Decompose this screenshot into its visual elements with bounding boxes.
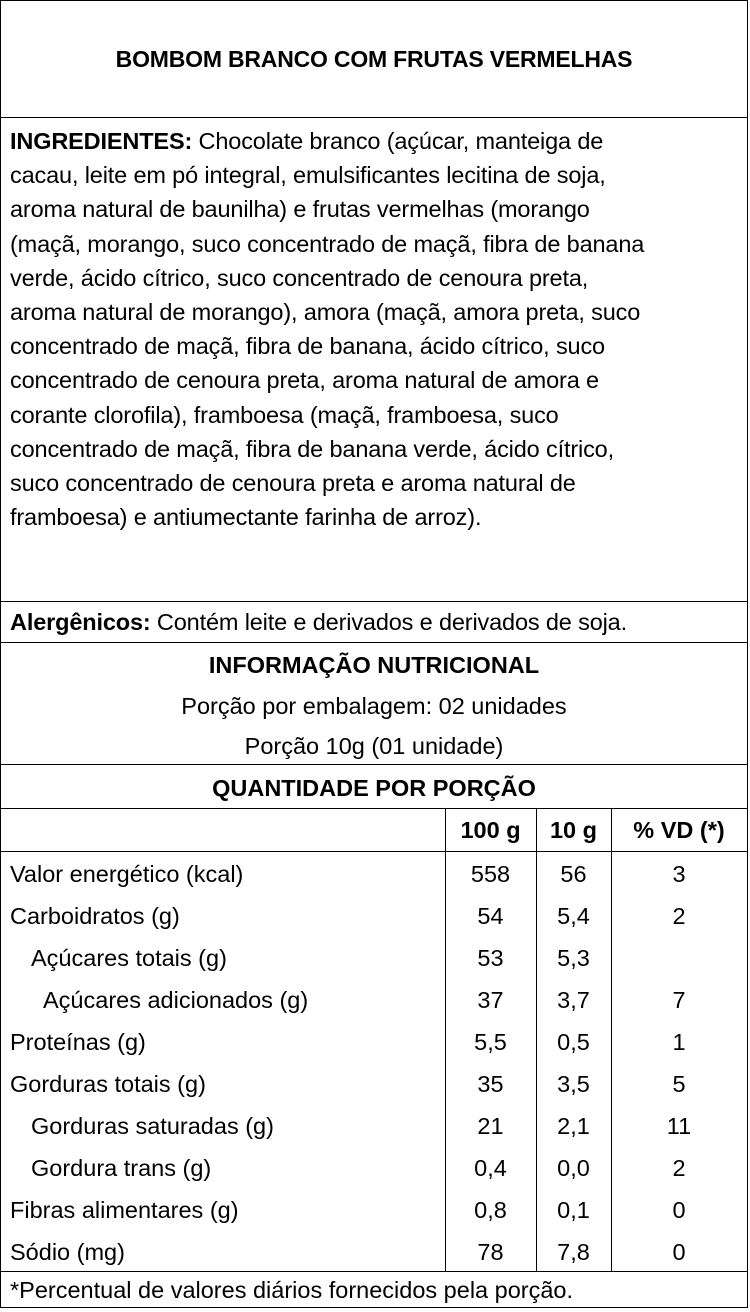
value-vd: 7 xyxy=(672,986,686,1013)
nutrient-name: Gordura trans (g) xyxy=(31,1154,212,1181)
table-header-row xyxy=(1,809,747,851)
ingredients-text xyxy=(10,124,739,534)
header-cell-vd: % VD (*) xyxy=(633,816,725,843)
nutrition-title: INFORMAÇÃO NUTRICIONAL xyxy=(208,652,540,678)
column-divider xyxy=(536,809,537,1271)
value-vd: 2 xyxy=(672,1154,686,1181)
value-10g: 5,3 xyxy=(557,944,590,971)
allergens-label: Alergênicos: xyxy=(10,608,151,635)
ingredients-section xyxy=(1,118,747,602)
ingredients-line: (maçã, morango, suco concentrado de maçã, fibra de banana xyxy=(10,230,645,257)
value-vd: 2 xyxy=(672,902,686,929)
table-row xyxy=(1,1063,747,1105)
column-divider xyxy=(445,809,446,1271)
value-vd: 0 xyxy=(672,1196,686,1223)
nutrient-name: Gorduras saturadas (g) xyxy=(31,1112,274,1139)
nutrient-name: Proteínas (g) xyxy=(10,1028,146,1055)
footnote-text: *Percentual de valores diários fornecidos pela porção. xyxy=(10,1277,574,1303)
ingredients-line: framboesa) e antiumectante farinha de arroz). xyxy=(10,504,482,531)
value-100g: 0,4 xyxy=(474,1154,507,1181)
value-100g: 53 xyxy=(477,944,504,971)
ingredients-line: INGREDIENTES: Chocolate branco (açúcar, manteiga de xyxy=(10,128,604,154)
header-cell-10g: 10 g xyxy=(549,816,598,843)
header-cell-100g: 100 g xyxy=(460,816,521,843)
table-row xyxy=(1,979,747,1021)
footnote-section xyxy=(1,1271,747,1309)
value-vd: 1 xyxy=(672,1028,686,1055)
value-vd: 0 xyxy=(672,1238,686,1265)
value-10g: 56 xyxy=(560,860,587,887)
value-10g: 7,8 xyxy=(557,1238,590,1265)
nutrition-info-section xyxy=(1,643,747,765)
quantity-per-serving-title: QUANTIDADE POR PORÇÃO xyxy=(212,775,536,801)
title-section xyxy=(1,1,747,118)
table-row xyxy=(1,853,747,895)
ingredients-line: aroma natural de morango), amora (maçã, amora preta, suco xyxy=(10,299,641,326)
allergens-text: Alergênicos: Contém leite e derivados e derivados de soja. xyxy=(10,608,627,635)
ingredients-line: verde, ácido cítrico, suco concentrado de cenoura preta, xyxy=(10,264,589,291)
table-row xyxy=(1,1021,747,1063)
column-divider xyxy=(611,809,612,1271)
header-cell-name xyxy=(1,809,445,851)
value-10g: 3,7 xyxy=(557,986,590,1013)
value-100g: 35 xyxy=(477,1070,504,1097)
ingredients-line: aroma natural de baunilha) e frutas vermelhas (morango xyxy=(10,196,590,223)
servings-per-package: Porção por embalagem: 02 unidades xyxy=(181,693,567,719)
table-row xyxy=(1,937,747,979)
ingredients-line: concentrado de maçã, fibra de banana, ácido cítrico, suco xyxy=(10,333,605,360)
value-100g: 21 xyxy=(477,1112,504,1139)
nutrient-name: Açúcares adicionados (g) xyxy=(43,986,309,1013)
value-100g: 0,8 xyxy=(474,1196,507,1223)
nutrient-name: Carboidratos (g) xyxy=(10,902,180,929)
value-vd xyxy=(611,937,747,979)
header-divider xyxy=(1,851,747,852)
value-100g: 5,5 xyxy=(474,1028,507,1055)
value-10g: 2,1 xyxy=(557,1112,590,1139)
table-row xyxy=(1,1231,747,1273)
value-10g: 5,4 xyxy=(557,902,590,929)
ingredients-label: INGREDIENTES: xyxy=(10,128,193,154)
table-row xyxy=(1,895,747,937)
table-row xyxy=(1,1147,747,1189)
nutrient-name: Valor energético (kcal) xyxy=(10,860,244,887)
value-10g: 0,0 xyxy=(557,1154,590,1181)
value-10g: 0,1 xyxy=(557,1196,590,1223)
ingredients-line: suco concentrado de cenoura preta e aroma natural de xyxy=(10,470,576,497)
value-100g: 37 xyxy=(477,986,504,1013)
quantity-header-section xyxy=(1,765,747,809)
table-row xyxy=(1,1105,747,1147)
ingredients-line: concentrado de cenoura preta, aroma natural de amora e xyxy=(10,367,599,394)
value-vd: 3 xyxy=(672,860,686,887)
ingredients-line: cacau, leite em pó integral, emulsificantes lecitina de soja, xyxy=(10,162,606,189)
value-100g: 78 xyxy=(477,1238,504,1265)
nutrition-table xyxy=(1,809,747,1271)
nutrient-name: Açúcares totais (g) xyxy=(31,944,227,971)
nutrient-name: Gorduras totais (g) xyxy=(10,1070,206,1097)
value-10g: 0,5 xyxy=(557,1028,590,1055)
allergens-section xyxy=(1,602,747,643)
value-vd: 5 xyxy=(672,1070,686,1097)
value-vd: 11 xyxy=(666,1112,692,1139)
table-row xyxy=(1,1189,747,1231)
ingredients-line: concentrado de maçã, fibra de banana verde, ácido cítrico, xyxy=(10,435,614,462)
ingredients-line: corante clorofila), framboesa (maçã, framboesa, suco xyxy=(10,401,559,428)
nutrient-name: Fibras alimentares (g) xyxy=(10,1196,239,1223)
value-100g: 558 xyxy=(470,860,511,887)
value-100g: 54 xyxy=(477,902,504,929)
product-title: BOMBOM BRANCO COM FRUTAS VERMELHAS xyxy=(115,45,633,72)
value-10g: 3,5 xyxy=(557,1070,590,1097)
nutrient-name: Sódio (mg) xyxy=(10,1238,125,1265)
serving-size: Porção 10g (01 unidade) xyxy=(244,733,504,759)
